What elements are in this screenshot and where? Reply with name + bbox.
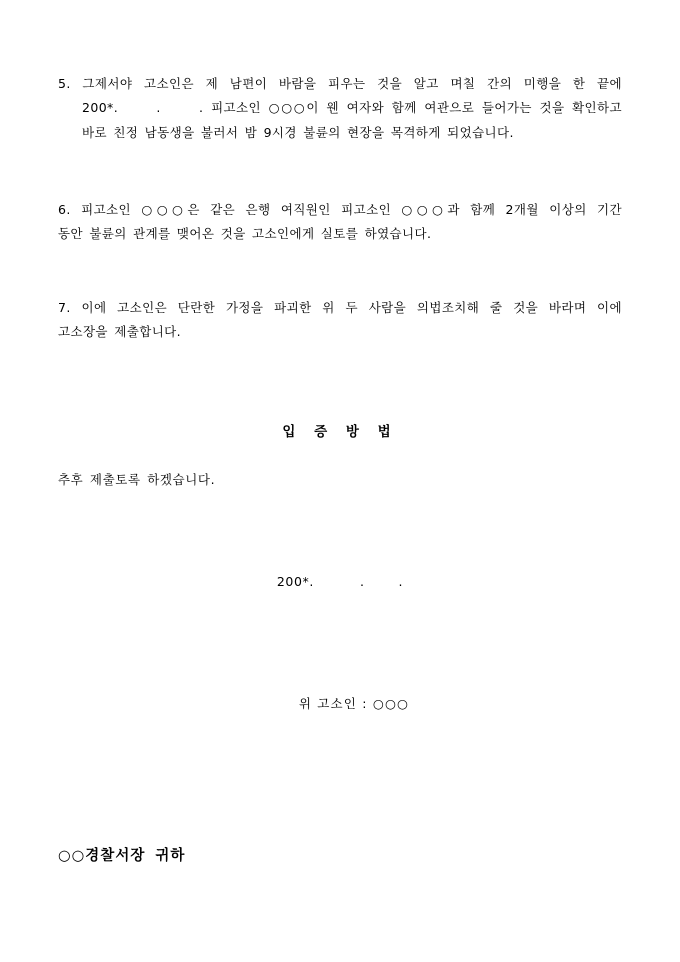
paragraph-item-6	[58, 198, 622, 247]
paragraph-line: 바로 친정 남동생을 불러서 밤 9시경 불륜의 현장을 목격하게 되었습니다.	[82, 124, 514, 140]
date-day: .	[398, 574, 404, 589]
signer-line: 위 고소인 : ○○○	[298, 696, 410, 711]
document-date	[0, 574, 680, 589]
date-year: 200*.	[276, 574, 314, 589]
date-month: .	[359, 574, 365, 589]
paragraph-item-5	[58, 72, 622, 145]
recipient-line: ○○경찰서장 귀하	[58, 848, 186, 864]
paragraph-line: 동안 불륜의 관계를 맺어온 것을 고소인에게 실토를 하였습니다.	[58, 226, 432, 242]
paragraph-line: 7. 이에 고소인은 단란한 가정을 파괴한 위 두 사람을 의법조치해 줄 것을 바라며 이에	[58, 300, 622, 315]
section-title-evidence-method: 입 증 방 법	[282, 424, 398, 440]
paragraph-line: 200*. . . 피고소인 ○○○이 웬 여자와 함께 여관으로 들어가는 것을 확인하고	[82, 100, 622, 116]
paragraph-line: 고소장을 제출합니다.	[58, 324, 182, 340]
evidence-note: 추후 제출토록 하겠습니다.	[58, 472, 216, 487]
paragraph-line: 5. 그제서야 고소인은 제 남편이 바람을 피우는 것을 알고 며칠 간의 미행을 한 끝에	[58, 76, 622, 91]
paragraph-item-7	[58, 296, 622, 345]
paragraph-line: 6. 피고소인 ○○○은 같은 은행 여직원인 피고소인 ○○○과 함께 2개월 이상의 기간	[58, 202, 622, 217]
